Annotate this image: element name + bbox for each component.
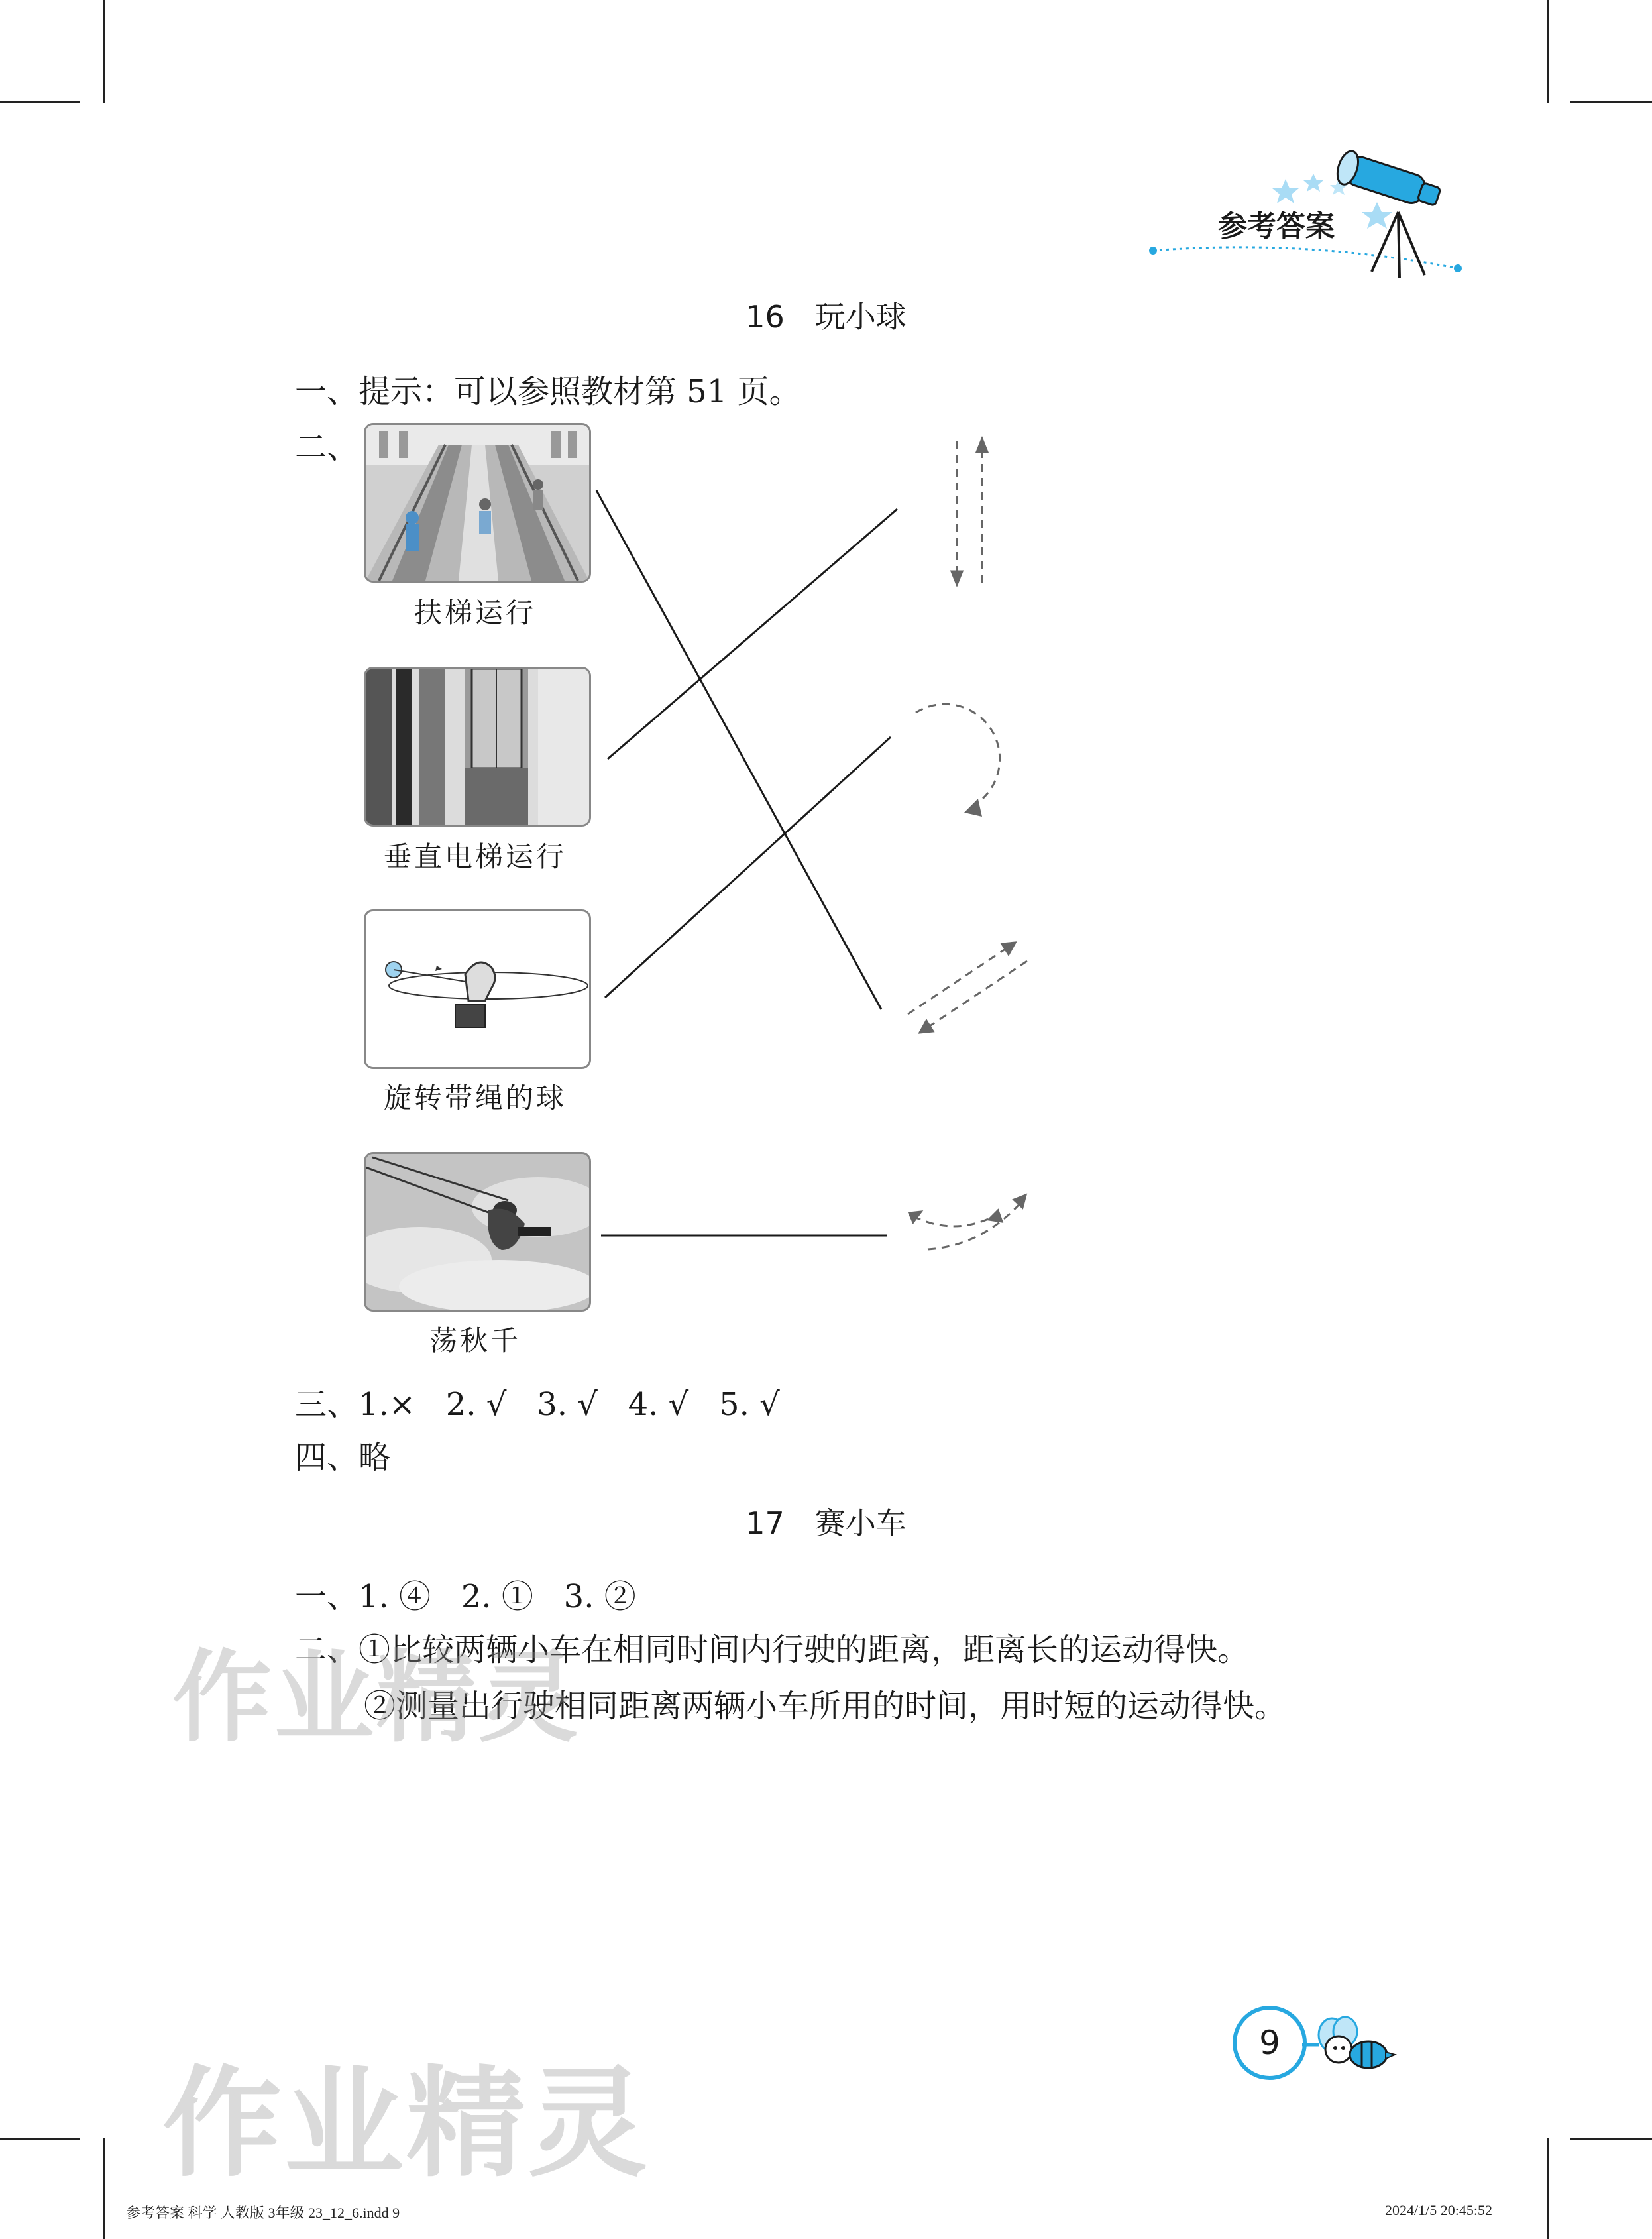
answer-line-17-1: 一、1. ④ 2. ① 3. ② [295,1578,636,1615]
matching-diagram [583,424,1047,1326]
crop-mark [0,101,80,103]
crop-mark [0,2138,80,2140]
match-line [608,509,897,759]
circular-path-icon [916,704,1000,815]
page-number: 9 [1233,2006,1307,2080]
section-title-16: 16 玩小球 [745,299,907,335]
watermark: 作业精灵 [162,2055,651,2193]
header-label: 参考答案 [1218,209,1335,243]
section-title-17: 17 赛小车 [745,1505,907,1541]
escalator-image [364,423,591,583]
answer-line-3: 三、1.× 2. √ 3. √ 4. √ 5. √ [295,1386,780,1423]
footer-timestamp: 2024/1/5 20:45:52 [1385,2202,1492,2218]
footer-file: 参考答案 科学 人教版 3年级 23_12_6.indd 9 [126,2205,400,2221]
answer-line-4: 四、略 [295,1439,391,1476]
caption-swing: 荡秋千 [429,1324,521,1357]
swing-image [364,1152,591,1312]
match-line [596,490,881,1009]
answer-line-17-2b: ②测量出行驶相同距离两辆小车所用的时间，用时短的运动得快。 [364,1688,1287,1725]
swing-arc-path-icon [909,1195,1026,1249]
answer-line-17-2a: 二、①比较两辆小车在相同时间内行驶的距离，距离长的运动得快。 [295,1631,1250,1668]
crop-mark [1547,2138,1549,2239]
caption-escalator: 扶梯运行 [413,597,536,629]
watermark: 作业精灵 [172,1640,581,1756]
crop-mark [1570,2138,1652,2140]
caption-rope-ball: 旋转带绳的球 [383,1082,567,1114]
bee-mascot-icon [1302,2008,1402,2081]
crop-mark [103,0,105,103]
answer-line-1: 一、提示：可以参照教材第 51 页。 [295,373,801,410]
crop-mark [103,2138,105,2239]
crop-mark [1570,101,1652,103]
up-down-path-icon [952,439,987,585]
caption-elevator: 垂直电梯运行 [383,840,567,873]
rope-ball-image [364,909,591,1069]
elevator-image [364,667,591,827]
crop-mark [1547,0,1549,103]
answer-line-2-prefix: 二、 [295,429,359,466]
match-line [605,737,891,998]
diagonal-path-icon [908,943,1027,1033]
